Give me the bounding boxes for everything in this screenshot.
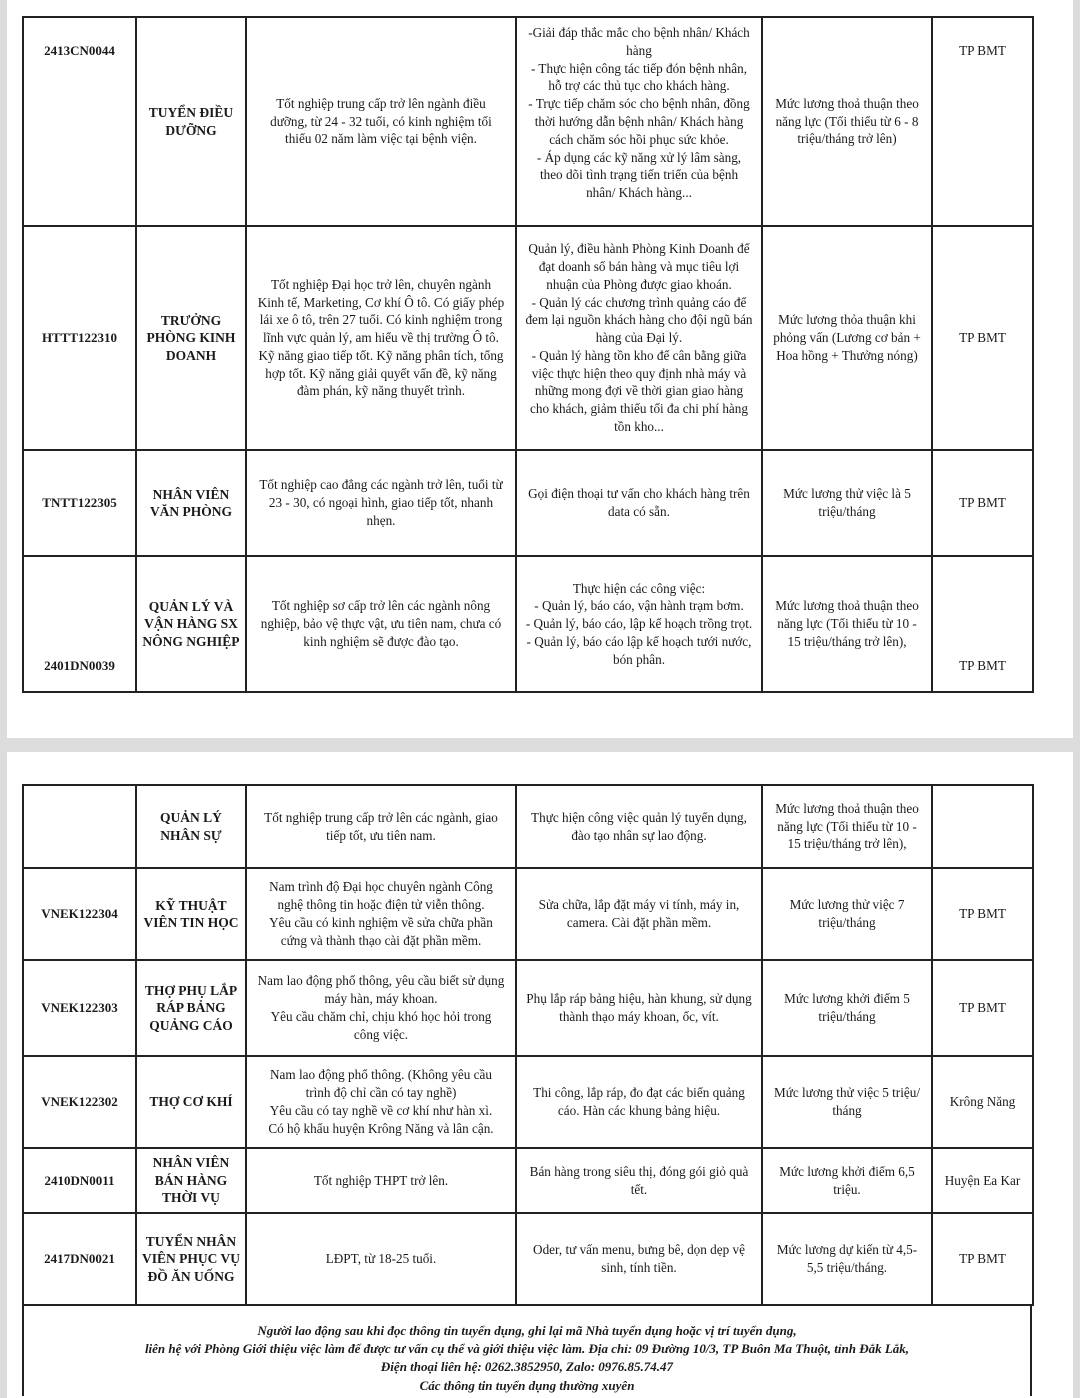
cell-line: Mức lương khởi điểm 6,5	[779, 1163, 915, 1179]
job-position	[136, 450, 246, 556]
cell-line: Thực hiện công việc quản lý tuyển dụng,	[531, 809, 747, 825]
cell-line: máy hàn, máy khoan.	[324, 991, 438, 1007]
cell-line: Yêu cầu chăm chỉ, chịu khó học hỏi trong	[270, 1009, 492, 1024]
cell-line: nhân/ Khách hàng...	[586, 185, 692, 201]
job-row	[23, 17, 1033, 226]
cell-line: - Quản lý hàng tồn kho để cân bằng giữa	[531, 347, 747, 363]
cell-line: tiếp tốt, ưu tiên nam.	[326, 827, 436, 843]
cell-line: BÁN HÀNG	[154, 1172, 228, 1188]
cell-line: Gọi điện thoại tư vấn cho khách hàng trên	[528, 486, 750, 502]
cell-line: đem lại nguồn khách hàng cho đội ngũ bán	[525, 312, 753, 328]
job-salary	[762, 226, 932, 450]
job-row	[23, 1056, 1033, 1148]
cell-line: Phụ lắp ráp bảng hiệu, hàn khung, sử dụng	[526, 991, 752, 1007]
job-position	[136, 785, 246, 868]
cell-line: Nam lao động phổ thông, yêu cầu biết sử dụng	[257, 973, 505, 989]
job-requirements	[246, 1213, 516, 1305]
footer-line: Các thông tin tuyển dụng thường xuyên	[419, 1377, 635, 1393]
job-salary	[762, 960, 932, 1056]
cell-line: năng lực (Tối thiểu từ 10 -	[777, 616, 917, 632]
cell-line: THỢ CƠ KHÍ	[149, 1094, 233, 1110]
cell-line: NHÂN VIÊN	[152, 1155, 230, 1171]
cell-line: cứng và thành thạo cài đặt phần mềm.	[280, 932, 482, 948]
cell-line: thành thạo máy khoan, ốc, vít.	[559, 1009, 719, 1024]
cell-line: TUYỂN NHÂN	[145, 1233, 237, 1249]
cell-line: tồn kho...	[614, 419, 664, 435]
job-position	[136, 226, 246, 450]
cell-line: hàng của Đại lý.	[595, 330, 683, 346]
cell-line: Tốt nghiệp sơ cấp trở lên các ngành nông	[271, 598, 491, 614]
job-code: 2417DN0021	[23, 1213, 136, 1305]
cell-line: kinh nghiệm sẽ được đào tạo.	[303, 633, 459, 649]
cell-line: tết.	[630, 1181, 648, 1197]
cell-line: TRƯỞNG	[160, 312, 222, 328]
cell-line: nhuận của Phòng được giao khoán.	[546, 276, 732, 292]
job-row	[23, 226, 1033, 450]
cell-line: Mức lương thỏa thuận khi	[778, 312, 916, 328]
cell-line: công việc.	[353, 1026, 409, 1042]
cell-line: THỢ PHỤ LẮP	[144, 982, 238, 998]
cell-line: Mức lương thử việc 7	[789, 897, 905, 913]
job-row	[23, 450, 1033, 556]
job-position	[136, 960, 246, 1056]
job-requirements	[246, 226, 516, 450]
job-table-body	[23, 785, 1033, 1305]
cell-line: Mức lương thử việc là 5	[783, 486, 911, 502]
cell-line: Tốt nghiệp Đại học trở lên, chuyên ngành	[270, 276, 492, 292]
cell-line: Nam lao động phổ thông. (Không yêu cầu	[270, 1067, 492, 1083]
cell-line: sinh, tính tiền.	[601, 1260, 677, 1275]
job-salary	[762, 1213, 932, 1305]
job-location: TP BMT	[932, 556, 1033, 692]
job-salary	[762, 17, 932, 226]
job-table-body	[23, 17, 1033, 692]
job-code: 2410DN0011	[23, 1148, 136, 1213]
cell-line: bón phân.	[612, 651, 665, 667]
job-code: 2413CN0044	[23, 17, 136, 226]
job-requirements	[246, 17, 516, 226]
job-location: Huyện Ea Kar	[932, 1148, 1033, 1213]
job-location: TP BMT	[932, 226, 1033, 450]
job-position	[136, 556, 246, 692]
cell-line: hỗ trợ các thủ tục cho khách hàng.	[548, 78, 730, 94]
job-location: TP BMT	[932, 450, 1033, 556]
cell-line: - Quản lý, báo cáo, vận hành trạm bơm.	[534, 598, 744, 614]
job-code: 2401DN0039	[23, 556, 136, 692]
cell-line: theo dõi tình trạng tiến triển của bệnh	[539, 167, 739, 183]
cell-line: TUYỂN ĐIỀU	[148, 105, 234, 120]
cell-line: lĩnh vực quản lý, am hiểu về thị trường Ô tô.	[263, 330, 499, 346]
cell-line: đàm phán, kỹ năng thuyết trình.	[296, 383, 466, 399]
cell-line: Mức lương thử việc 5 triệu/	[774, 1085, 920, 1101]
job-code: HTTT122310	[23, 226, 136, 450]
cell-line: dưỡng, từ 24 - 32 tuổi, có kinh nghiệm tối	[270, 113, 492, 129]
cell-line: LĐPT, từ 18-25 tuổi.	[325, 1251, 437, 1267]
footer-line: Người lao động sau khi đọc thông tin tuyển dụng, ghi lại mã Nhà tuyển dụng hoặc vị trí tuyển dụng,	[257, 1323, 797, 1338]
job-description	[516, 960, 762, 1056]
cell-line: - Áp dụng các kỹ năng xử lý lâm sàng,	[536, 149, 742, 165]
job-salary	[762, 868, 932, 960]
job-salary	[762, 1056, 932, 1148]
cell-line: triệu/tháng	[818, 1009, 876, 1024]
job-location: TP BMT	[932, 1213, 1033, 1305]
cell-line: lái xe ô tô, trên 27 tuổi. Có kinh nghiệm trong	[259, 312, 503, 328]
cell-line: DOANH	[165, 347, 217, 363]
job-code: VNEK122302	[23, 1056, 136, 1148]
cell-line: năng lực (Tối thiểu từ 10 -	[777, 818, 917, 834]
job-requirements	[246, 1056, 516, 1148]
job-table-page-1	[22, 16, 1034, 693]
job-position	[136, 1148, 246, 1213]
cell-line: VIÊN TIN HỌC	[143, 915, 239, 930]
cell-line: Yêu cầu có kinh nghiệm về sửa chữa phần	[269, 915, 493, 930]
job-salary	[762, 556, 932, 692]
contact-footer	[22, 1304, 1032, 1396]
cell-line: -Giải đáp thắc mắc cho bệnh nhân/ Khách	[528, 25, 750, 40]
cell-line: cáo. Hàn các khung bảng hiệu.	[557, 1103, 721, 1118]
cell-line: triệu/tháng	[818, 504, 876, 519]
cell-line: 5,5 triệu/tháng.	[806, 1260, 888, 1275]
cell-line: 23 - 30, có ngoại hình, giao tiếp tốt, nhanh	[268, 495, 494, 511]
cell-line: NHÂN SỰ	[160, 827, 222, 843]
cell-line: 15 triệu/tháng trở lên),	[787, 836, 907, 852]
job-row	[23, 868, 1033, 960]
cell-line: data có sẵn.	[608, 504, 670, 519]
cell-line: nhẹn.	[366, 512, 396, 528]
cell-line: đào tạo nhân sự lao động.	[571, 827, 707, 843]
cell-line: Yêu cầu có tay nghề về cơ khí như hàn xì.	[269, 1103, 493, 1118]
cell-line: KỸ THUẬT	[155, 897, 227, 913]
cell-line: QUẢN LÝ	[160, 810, 222, 825]
job-description	[516, 868, 762, 960]
cell-line: triệu.	[833, 1181, 861, 1197]
cell-line: trình độ chỉ cần có tay nghề)	[305, 1085, 457, 1101]
page-1	[7, 0, 1073, 738]
cell-line: Tốt nghiệp trung cấp trở lên các ngành, giao	[264, 809, 498, 825]
job-description	[516, 785, 762, 868]
job-location: TP BMT	[932, 960, 1033, 1056]
cell-line: - Thực hiện công tác tiếp đón bệnh nhân,	[530, 60, 747, 76]
cell-line: - Trực tiếp chăm sóc cho bệnh nhân, đồng	[528, 96, 750, 112]
cell-line: NHÂN VIÊN	[152, 486, 230, 502]
cell-line: phỏng vấn (Lương cơ bản +	[773, 330, 921, 346]
cell-line: ĐỒ ĂN UỐNG	[147, 1268, 235, 1284]
cell-line: Quản lý, điều hành Phòng Kinh Doanh để	[528, 241, 750, 257]
job-requirements	[246, 556, 516, 692]
job-requirements	[246, 960, 516, 1056]
cell-line: VIÊN PHỤC VỤ	[141, 1251, 240, 1267]
cell-line: Thi công, lắp ráp, đo đạt các biển quảng	[533, 1085, 745, 1101]
cell-line: Nam trình độ Đại học chuyên ngành Công	[269, 879, 493, 895]
job-location: TP BMT	[932, 17, 1033, 226]
cell-line: Hoa hồng + Thưởng nóng)	[776, 347, 918, 363]
job-salary	[762, 785, 932, 868]
job-row	[23, 785, 1033, 868]
job-code: TNTT122305	[23, 450, 136, 556]
footer-line: liên hệ với Phòng Giới thiệu việc làm để được tư vấn cụ thể và giới thiệu việc làm. Địa chỉ: 09 Đường 10/3, TP Buôn Ma Thuột, tỉnh Đắk Lắk,	[144, 1341, 910, 1357]
cell-line: triệu/tháng trở lên)	[797, 131, 897, 147]
page-2	[7, 752, 1073, 1398]
job-position	[136, 1056, 246, 1148]
job-description	[516, 226, 762, 450]
cell-line: PHÒNG KINH	[146, 330, 236, 346]
cell-line: QUẢN LÝ VÀ	[148, 598, 234, 614]
job-description	[516, 1213, 762, 1305]
job-requirements	[246, 868, 516, 960]
cell-line: Tốt nghiệp trung cấp trở lên ngành điều	[276, 95, 486, 111]
cell-line: đạt doanh số bán hàng và mục tiêu lợi	[538, 258, 740, 274]
job-code	[23, 785, 136, 868]
cell-line: năng lực (Tối thiểu từ 6 - 8	[775, 113, 919, 129]
cell-line: tháng	[832, 1103, 862, 1118]
cell-line: thiểu 02 năm làm việc tại bệnh viện.	[285, 131, 477, 147]
cell-line: Bán hàng trong siêu thị, đóng gói giỏ quà	[529, 1163, 749, 1179]
job-row	[23, 960, 1033, 1056]
cell-line: Kinh tế, Marketing, Cơ khí Ô tô. Có giấy phép	[257, 294, 505, 310]
cell-line: triệu/tháng	[818, 915, 876, 930]
job-requirements	[246, 450, 516, 556]
job-position	[136, 1213, 246, 1305]
cell-line: nghệ thông tin hoặc điện tử viễn thông.	[277, 897, 485, 913]
cell-line: Sửa chữa, lắp đặt máy vi tính, máy in,	[538, 897, 740, 913]
job-description	[516, 1148, 762, 1213]
cell-line: - Quản lý, báo cáo lập kế hoạch tưới nước,	[526, 633, 752, 649]
cell-line: hợp tốt. Kỹ năng giải quyết vấn đề, kỹ năng	[265, 365, 497, 381]
cell-line: RÁP BẢNG	[156, 1000, 226, 1016]
cell-line: Tốt nghiệp THPT trở lên.	[313, 1172, 449, 1188]
cell-line: Mức lương thoả thuận theo	[775, 598, 919, 614]
footer-line: Điện thoại liên hệ: 0262.3852950, Zalo: 0976.85.74.47	[380, 1359, 674, 1375]
job-code: VNEK122303	[23, 960, 136, 1056]
job-location: TP BMT	[932, 868, 1033, 960]
cell-line: THỜI VỤ	[162, 1190, 220, 1206]
cell-line: cho khách, giảm thiểu tối đa chi phí hàng	[530, 401, 748, 417]
cell-line: Thực hiện các công việc:	[572, 580, 706, 596]
job-position	[136, 17, 246, 226]
cell-line: NÔNG NGHIỆP	[142, 633, 240, 649]
cell-line: - Quản lý, báo cáo, lập kế hoạch trồng trọt.	[525, 616, 753, 632]
cell-line: camera. Cài đặt phần mềm.	[566, 915, 712, 930]
cell-line: VĂN PHÒNG	[149, 504, 233, 519]
job-requirements	[246, 1148, 516, 1213]
job-row	[23, 556, 1033, 692]
cell-line: - Quản lý các chương trình quảng cáo để	[531, 294, 747, 310]
cell-line: việc thực hiện theo quy định nhà máy và	[531, 365, 747, 381]
cell-line: Tốt nghiệp cao đẳng các ngành trở lên, tuổi từ	[259, 477, 503, 493]
job-position	[136, 868, 246, 960]
cell-line: Kỹ năng giao tiếp tốt. Kỹ năng phân tích, tổng	[258, 347, 504, 363]
job-description	[516, 17, 762, 226]
cell-line: VẬN HÀNG SX	[144, 616, 238, 632]
cell-line: Mức lương dự kiến từ 4,5-	[776, 1242, 918, 1258]
cell-line: cách chăm sóc hồi phục sức khỏe.	[549, 131, 729, 147]
job-row	[23, 1213, 1033, 1305]
cell-line: những mong đợi về thời gian giao hàng	[534, 383, 744, 399]
job-location: Krông Năng	[932, 1056, 1033, 1148]
cell-line: hàng	[626, 42, 652, 58]
job-table-page-2	[22, 784, 1034, 1306]
cell-line: Mức lương thoả thuận theo	[775, 95, 919, 111]
cell-line: nghiệp, bảo vệ thực vật, ưu tiên nam, chưa có	[260, 616, 502, 632]
job-salary	[762, 1148, 932, 1213]
cell-line: Có hộ khẩu huyện Krông Năng và lân cận.	[268, 1120, 494, 1136]
cell-line: DƯỠNG	[165, 122, 217, 138]
job-salary	[762, 450, 932, 556]
cell-line: Mức lương khởi điểm 5	[784, 991, 910, 1007]
job-location	[932, 785, 1033, 868]
job-row	[23, 1148, 1033, 1213]
cell-line: QUẢNG CÁO	[149, 1017, 233, 1033]
job-code: VNEK122304	[23, 868, 136, 960]
cell-line: Mức lương thoả thuận theo	[775, 800, 919, 816]
job-description	[516, 450, 762, 556]
cell-line: 15 triệu/tháng trở lên),	[787, 633, 907, 649]
cell-line: thời hướng dẫn bệnh nhân/ Khách hàng	[534, 113, 744, 129]
job-requirements	[246, 785, 516, 868]
job-description	[516, 556, 762, 692]
job-description	[516, 1056, 762, 1148]
cell-line: Oder, tư vấn menu, bưng bê, dọn dẹp vệ	[533, 1242, 745, 1258]
